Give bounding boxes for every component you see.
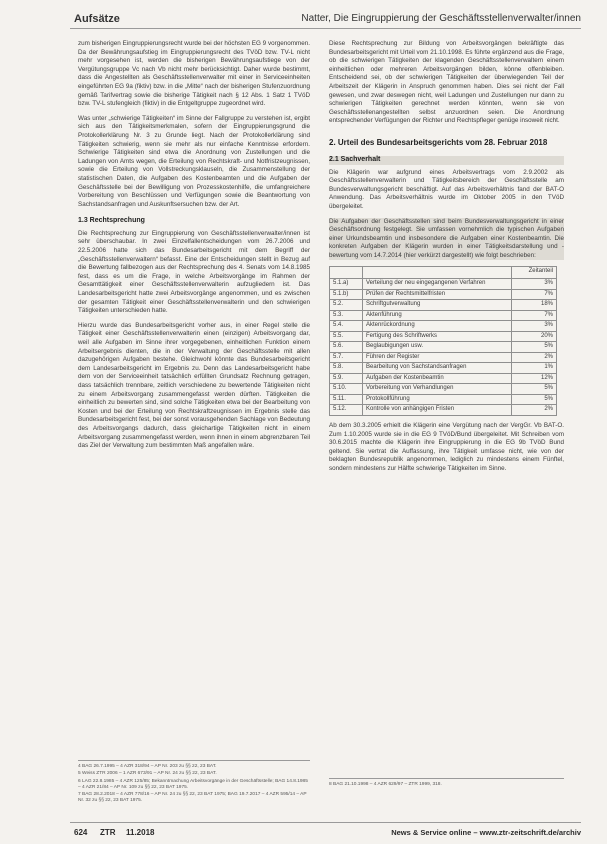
table-cell-num: 5.4. [330,321,363,332]
right-column [329,40,564,480]
paragraph: Diese Rechtsprechung zur Bildung von Arbeitsvorgängen bekräftigte das Bundesarbeitsgericht mit Urteil vom 21.10.1998. Es führte ergänzend aus die Frage, ob die schwierigen Tätigkeiten der klagenden Geschäftsstellenverwaltern einem einheitlichen oder mehreren Arbeitsvorgängen bilden, könne offenbleiben. Entscheidend sei, ob der schwierigen Tätigkeiten der überwiegenden Teil der Arbeitszeit der Klägerin in Anspruch genommen haben. Dies sei nicht der Fall gewesen, und zwar deswegen nicht, weil Ladungen und Zustellungen nur dann zu schwierigen Tätigkeiten gerechnet werden könnten, wenn sie von Geschäftsstellenangestellten selbst anzuordnen seien. Die Anordnung entsprechender Verfügungen der Richter und Rechtspfleger genüge insoweit nicht. [329,40,564,125]
chapter-heading: 2. Urteil des Bundesarbeitsgerichts vom 28. Februar 2018 [329,137,548,147]
table-cell-task: Bearbeitung von Sachstandsanfragen [363,363,512,374]
table-row [330,394,557,405]
table-cell-share: 18% [512,300,557,311]
table-cell-share: 3% [512,321,557,332]
table-row [330,321,557,332]
table-cell-task: Beglaubigungen usw. [363,342,512,353]
table-cell-share: 7% [512,289,557,300]
table-cell-task: Protokollführung [363,394,512,405]
table-row [330,279,557,290]
table-cell-task: Vorbereitung von Verhandlungen [363,384,512,395]
header-divider [70,28,581,29]
table-cell-task: Schriftgutverwaltung [363,300,512,311]
table-header-row [330,267,557,279]
table-row [330,342,557,353]
table-cell-share: 1% [512,363,557,374]
table-cell-share: 12% [512,373,557,384]
footer-link[interactable]: News & Service online – www.ztr-zeitschrift.de/archiv [391,828,581,837]
table-cell-num: 5.5. [330,331,363,342]
footnote: 4 BAG 26.7.1995 – 4 AZR 318/94 – AP Nr. 203 zu §§ 22, 23 BAT. [78,764,217,769]
table-header-share: Zeitanteil [512,267,557,279]
page-number: 624 [74,828,88,837]
table-row [330,300,557,311]
table-cell-share: 7% [512,310,557,321]
paragraph: Was unter „schwierige Tätigkeiten“ im Sinne der Fallgruppe zu verstehen ist, ergibt sich aus den Tätigkeitsmerkmalen, sofern der Eingruppierungsgrund die Protokollerklärung Nr. 3 zu Grunde liegt. Nach der Protokollerklärung sind Tätigkeiten schwierig, wenn sie mehr als nur einfache Kenntnisse erfordern. Schwierige Tätigkeiten sind etwa die Anordnung von Zustellungen und die Ladungen von Amts wegen, die Erteilung von Rechtskraft- und Notfristzeugnissen, sowie die Erteilung von Vollstreckungsklauseln, die Zusammenstellung der statistischen Daten, die Aufgaben des Kostenbeamten und die Aufgaben der Geschäftsstelle bei der Bewilligung von Prozesskostenhilfe, die umfangreichere Vorbereitung von Beschlüssen und Verfügungen sowie die Beantwortung von Sachstandsanfragen und Auskunftsersuchen bzw. der Art. [78,114,310,208]
table-cell-task: Aktenrückordnung [363,321,512,332]
footer-divider [70,822,581,823]
table-cell-share: 5% [512,394,557,405]
table-cell-share: 5% [512,384,557,395]
table-cell-num: 5.10. [330,384,363,395]
table-row [330,363,557,374]
footnote: 8 BAG 21.10.1998 – 4 AZR 629/97 – ZTR 1999, 318. [329,778,564,788]
footnotes [78,760,310,806]
paragraph: Ab dem 30.3.2005 erhielt die Klägerin eine Vergütung nach der VergGr. Vb BAT-O. Zum 1.10.2005 wurde sie in die EG 9 TVöD/Bund übergeleitet. Mit Schreiben vom 30.6.2015 machte die Klägerin ihre Eingruppierung in die EG 9b TVöD Bund geltend. Sie vertrat die Auffassung, ihre Tätigkeit umfasse nicht, wie von der beklagten Bundesrepublik angenommen, lediglich zu mindestens einem Fünftel, sondern mindestens zur Hälfte schwierige Tätigkeiten im Sinne. [329,421,564,472]
table-cell-task: Verteilung der neu eingegangenen Verfahren [363,279,512,290]
table-cell-task: Kontrolle von anhängigen Fristen [363,405,512,416]
issue-number: 11.2018 [126,828,155,837]
table-cell-num: 5.8. [330,363,363,374]
table-cell-num: 5.3. [330,310,363,321]
paragraph: Die Rechtsprechung zur Eingruppierung von Geschäftsstellenverwalter/innen ist sehr überschaubar. In zwei Einzelfallentscheidungen vom 26.7.2006 und 22.5.2006 hatte sich das Bundesarbeitsgericht mit dem Begriff der „Geschäftsstellenverwaltern“ befasst. Eine der Entscheidungen stellt in Bezug auf die Bewertung fallbezogen aus der Rechtsprechung des 4. Senats vom 14.8.1985 fest, dass es um die Frage, in welche Arbeitsvorgänge im Rahmen der Gesamttätigkeit einer Geschäftsstellenverwalterin aufzugliedern ist. Das Landesarbeitsgericht hatte zwei Arbeitsvorgänge angenommen, und es zwischen der gesamten Tätigkeit einer Geschäftsstellenverwalterin und den schwierigen Tätigkeiten unterschieden hatte. [78,229,310,315]
table-row [330,384,557,395]
task-table [329,266,557,416]
table-cell-num: 5.12. [330,405,363,416]
table-row [330,289,557,300]
table-row [330,331,557,342]
footnote: 6 LAG 22.8.1985 – 4 AZR 125/85; Bekanntmachung Arbeitsvorgänge in der Geschäftsstelle; BAG 14.8.1985 – 4 AZR 21/84 – AP Nr. 109 zu §§ 22, 23 BAT 1975. [78,778,308,790]
table-cell-task: Prüfen der Rechtsmittelfristen [363,289,512,300]
table-cell-share: 5% [512,342,557,353]
table-cell-num: 5.1.b) [330,289,363,300]
table-cell-num: 5.1.a) [330,279,363,290]
section-heading: 2.1 Sachverhalt [329,156,564,165]
table-row [330,352,557,363]
table-cell-task: Aufgaben der Kostenbeamtin [363,373,512,384]
section-heading: 1.3 Rechtsprechung [78,217,145,225]
footnote: 7 BAG 28.2.2018 – 4 AZR 778/16 – AP Nr. 24 zu §§ 22, 23 BAT 1975; BAG 19.7.2017 – 4 AZR 595/14 – AP Nr. 32 zu §§ 22, 23 BAT 1975. [78,792,307,804]
table-cell-task: Aktenführung [363,310,512,321]
journal-name: ZTR [100,828,116,837]
table-cell-num: 5.7. [330,352,363,363]
table-cell-task: Fertigung des Schriftwerks [363,331,512,342]
paragraph: zum bisherigen Eingruppierungsrecht wurde bei der höchsten EG 9 vorgenommen. Da der Bewährungsaufstieg im Eingruppierungsrecht des TVöD bzw. TV-L nicht mehr vorgesehen ist, werden die bisherigen Bewährungsaufstiege von der Vergütungsgruppe Vc nach Vb nicht mehr berücksichtigt. Daher wurde bestimmt, dass die Angestellten als Geschäftsstellenverwalter mit einer in Serviceeinheiten eingeführten EG 9a (fiktiv) bzw. in die „Mitte“ nach der bisherigen Stufenzuordnung gemäß Tarifvertrag sowie die bisherige Tätigkeit nach § 12 Abs. 1 Satz 1 TVöD bzw. TV-L stufengleich (fiktiv) in die Entgeltgruppe zugeordnet wird. [78,40,310,108]
left-column [78,40,310,457]
table-cell-share: 3% [512,279,557,290]
table-cell-share: 20% [512,331,557,342]
table-row [330,310,557,321]
table-cell-num: 5.6. [330,342,363,353]
table-cell-num: 5.2. [330,300,363,311]
table-row [330,405,557,416]
table-cell-num: 5.9. [330,373,363,384]
paragraph: Hierzu wurde das Bundesarbeitsgericht vorher aus, in einer Regel stelle die Tätigkeit einer Geschäftsstellenverwalterin einen (einzigen) Arbeitsvorgang dar, weil alle Aufgaben im Sinne ihrer vorgegebenen, einheitlichen Funktion einem Arbeitsergebnis dienten, die in der Verwaltung der Geschäftsstelle mit allen dazugehörigen Aufgaben bestehe. Gleichwohl könnte das Bundesarbeitsgericht dem Landesarbeitsgericht im Ergebnis zu. Denn das Landesarbeitsgericht habe dem von der Serviceeinheit tatsächlich erfüllten Grundsatz Rechnung getragen, dass tatsächlich trennbare, zeitlich verschiedene zu bewertende Tätigkeiten nicht zu einem Arbeitsvorgang zusammengefasst werden dürften. Tätigkeiten die einheitlich zu bewerten sind, sind solche Tätigkeiten etwa bei der Bearbeitung von Kosten und bei der Erteilung von Rechtskraftzeugnissen im Ergebnis stelle das Bundesarbeitsgericht fest, bei der sonst vorausgehenden Sachlage von Bedeutung des Arbeitsvorgangs dadurch, dass gleichartige Tätigkeiten nicht in einem Arbeitsvorgang zusammengefasst werden, wenn ihnen in einem abgrenzbaren Teil das Ziel der Verwaltung zum bestimmten Maß angefallen wäre. [78,321,310,450]
table-cell-share: 2% [512,352,557,363]
table-cell-task: Führen der Register [363,352,512,363]
paragraph: Die Aufgaben der Geschäftsstellen sind beim Bundesverwaltungsgericht in einer Geschäftsordnung festgelegt. Sie umfassen vornehmlich die typischen Aufgaben einer Urkundsbeamtin und insbesondere die Aufgaben einer Kostenbeamtin. Die konkreten Aufgaben der Klägerin wurden in einer Tätigkeitsdarstellung und -bewertung vom 14.7.2014 (hier verkürzt dargestellt) wie folgt beschrieben: [329,217,564,259]
paragraph: Die Klägerin war aufgrund eines Arbeitsvertrags vom 2.9.2002 als Geschäftsstellenverwalterin und Tätigkeitsbereich der Geschäftsstelle am Bundesverwaltungsgericht beschäftigt. Auf das Arbeitsverhältnis fand der BAT-O Anwendung. Das Arbeitsverhältnis wurde im Oktober 2005 in den TVöD übergeleitet. [329,168,564,210]
section-label: Aufsätze [74,13,120,25]
table-row [330,373,557,384]
table-cell-share: 2% [512,405,557,416]
table-cell-num: 5.11. [330,394,363,405]
footnote: 5 Weiss ZTR 2006 – 1 AZR 673/91 – AP Nr. 24 zu §§ 22, 23 BAT. [78,771,217,777]
running-title: Natter, Die Eingruppierung der Geschäftsstellenverwalter/innen [301,13,581,24]
